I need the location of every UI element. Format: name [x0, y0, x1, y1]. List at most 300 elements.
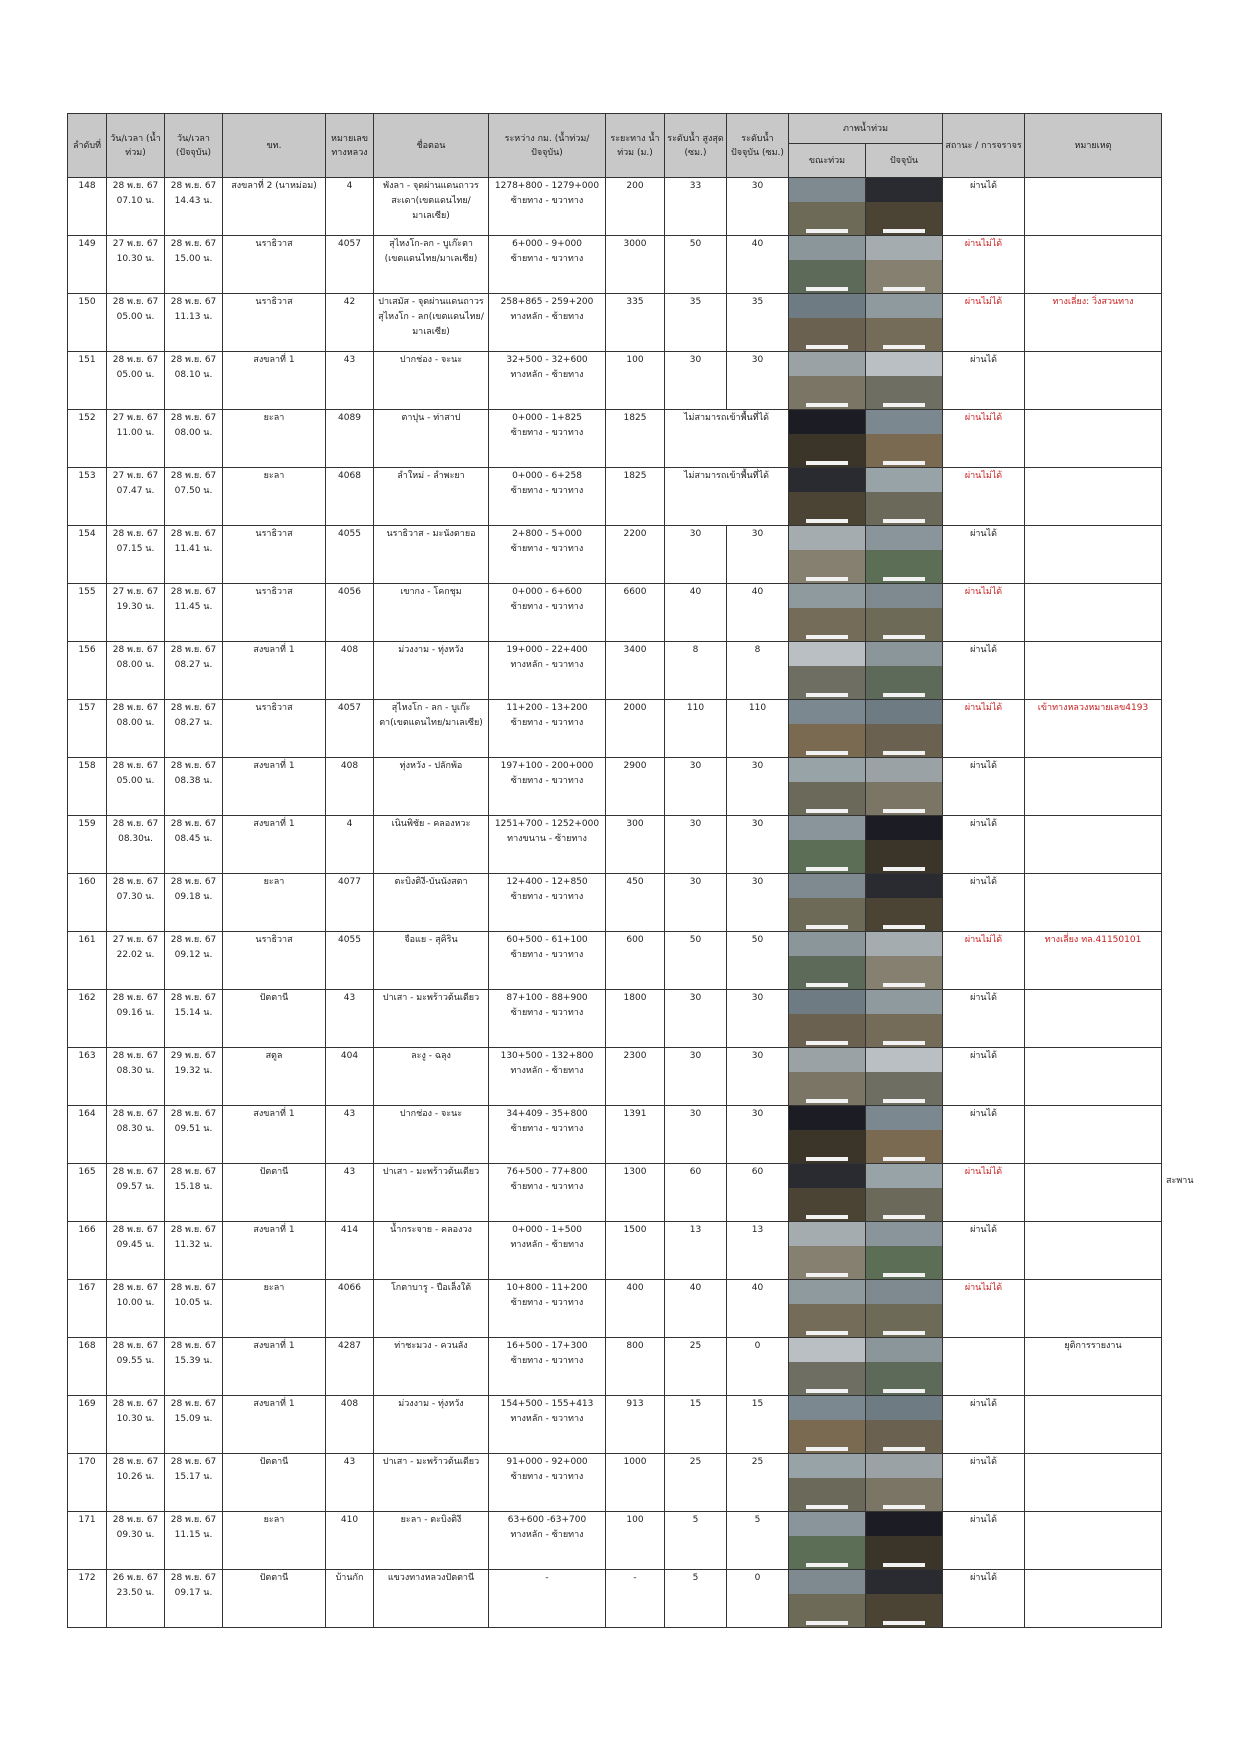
current-clock: 15.09 น. [174, 1414, 213, 1424]
current-date: 28 พ.ย. 67 [170, 1515, 217, 1525]
cell-district: ยะลา [223, 1280, 326, 1338]
cell-district: สงขลาที่ 1 [223, 1396, 326, 1454]
current-clock: 15.39 น. [174, 1356, 213, 1366]
cell-current-level: 13 [727, 1222, 789, 1280]
cell-max-level: 30 [665, 1048, 727, 1106]
cell-photo-during [789, 816, 866, 874]
cell-km-range [489, 1164, 606, 1222]
cell-no: 148 [68, 178, 107, 236]
cell-photo-current [866, 1570, 943, 1628]
flood-photo-during [789, 1512, 865, 1569]
km-value: 19+000 - 22+400 [506, 645, 588, 655]
cell-photo-during [789, 1512, 866, 1570]
cell-no: 155 [68, 584, 107, 642]
flood-clock: 09.55 น. [116, 1356, 155, 1366]
cell-max-level: 5 [665, 1512, 727, 1570]
cell-flood-time [107, 468, 165, 526]
cell-section-name: นราธิวาส - มะนังตายอ [374, 526, 489, 584]
cell-district: นราธิวาส [223, 584, 326, 642]
cell-highway-no: 43 [326, 990, 374, 1048]
flood-photo-during [789, 1048, 865, 1105]
km-side: ซ้ายทาง - ขวาทาง [510, 1356, 584, 1366]
cell-flood-time [107, 1512, 165, 1570]
km-value: 1278+800 - 1279+000 [494, 181, 600, 191]
header-district: ขท. [223, 114, 326, 178]
current-clock: 09.17 น. [174, 1588, 213, 1598]
cell-current-level: 30 [727, 990, 789, 1048]
current-date: 28 พ.ย. 67 [170, 1399, 217, 1409]
km-value: 197+100 - 200+000 [500, 761, 594, 771]
flood-clock: 10.30 น. [116, 1414, 155, 1424]
cell-no: 154 [68, 526, 107, 584]
km-side: ซ้ายทาง - ขวาทาง [510, 196, 584, 206]
cell-photo-current [866, 352, 943, 410]
header-km-range: ระหว่าง กม. (น้ำท่วม/ปัจจุบัน) [489, 114, 606, 178]
cell-km-range [489, 1396, 606, 1454]
km-value: 6+000 - 9+000 [512, 239, 582, 249]
flood-date: 28 พ.ย. 67 [112, 645, 159, 655]
cell-photo-current [866, 236, 943, 294]
km-value: 0+000 - 6+600 [512, 587, 582, 597]
cell-photo-current [866, 1454, 943, 1512]
flood-date: 28 พ.ย. 67 [112, 1051, 159, 1061]
cell-district: สงขลาที่ 1 [223, 642, 326, 700]
cell-status: ผ่านไม่ได้ [943, 1164, 1025, 1222]
cell-district: ปัตตานี [223, 1454, 326, 1512]
cell-photo-current [866, 758, 943, 816]
flood-photo-current [866, 526, 942, 583]
flood-photo-current [866, 990, 942, 1047]
km-value: 63+600 -63+700 [507, 1515, 587, 1525]
flood-photo-current [866, 1048, 942, 1105]
current-clock: 09.18 น. [174, 892, 213, 902]
table-row [68, 642, 1162, 700]
header-flood-time: วัน/เวลา (น้ำท่วม) [107, 114, 165, 178]
cell-flood-time [107, 642, 165, 700]
km-value: 11+200 - 13+200 [506, 703, 588, 713]
flood-date: 28 พ.ย. 67 [112, 1341, 159, 1351]
current-date: 28 พ.ย. 67 [170, 1109, 217, 1119]
cell-highway-no: 408 [326, 642, 374, 700]
current-date: 28 พ.ย. 67 [170, 355, 217, 365]
table-row [68, 700, 1162, 758]
cell-photo-during [789, 700, 866, 758]
header-section-name: ชื่อตอน [374, 114, 489, 178]
km-value: 87+100 - 88+900 [506, 993, 588, 1003]
current-clock: 11.41 น. [174, 544, 213, 554]
cell-current-time [165, 816, 223, 874]
header-status: สถานะ / การจราจร [943, 114, 1025, 178]
km-value: 91+000 - 92+000 [506, 1457, 588, 1467]
km-side: ทางหลัก - ซ้ายทาง [510, 1530, 584, 1540]
flood-photo-current [866, 1512, 942, 1569]
cell-photo-current [866, 1048, 943, 1106]
header-max-level: ระดับน้ำ สูงสุด (ซม.) [665, 114, 727, 178]
cell-max-level: 25 [665, 1454, 727, 1512]
cell-remarks [1025, 642, 1162, 700]
cell-current-time [165, 236, 223, 294]
cell-flood-time [107, 236, 165, 294]
cell-remarks [1025, 1164, 1162, 1222]
cell-highway-no: 4068 [326, 468, 374, 526]
cell-current-time [165, 352, 223, 410]
cell-no: 162 [68, 990, 107, 1048]
cell-flood-length: - [606, 1570, 665, 1628]
header-current-level: ระดับน้ำ ปัจจุบัน (ซม.) [727, 114, 789, 178]
cell-status: ผ่านได้ [943, 874, 1025, 932]
cell-flood-time [107, 584, 165, 642]
flood-date: 28 พ.ย. 67 [112, 1399, 159, 1409]
table-row [68, 1048, 1162, 1106]
cell-km-range [489, 642, 606, 700]
cell-no: 169 [68, 1396, 107, 1454]
cell-no: 151 [68, 352, 107, 410]
cell-highway-no: 4057 [326, 700, 374, 758]
cell-km-range [489, 932, 606, 990]
cell-district: นราธิวาส [223, 932, 326, 990]
cell-current-level: 0 [727, 1338, 789, 1396]
cell-section-name: ม่วงงาม - ทุ่งหวัง [374, 642, 489, 700]
cell-district: สงขลาที่ 1 [223, 758, 326, 816]
cell-flood-time [107, 294, 165, 352]
cell-section-name: ปาเสมัส - จุดผ่านแดนถาวรสุไหงโก - ลก(เขตแดนไทย/มาเลเซีย) [374, 294, 489, 352]
cell-current-time [165, 1048, 223, 1106]
cell-no: 160 [68, 874, 107, 932]
cell-max-level: 110 [665, 700, 727, 758]
km-side: ซ้ายทาง - ขวาทาง [510, 1298, 584, 1308]
cell-current-level: 30 [727, 526, 789, 584]
km-value: 76+500 - 77+800 [506, 1167, 588, 1177]
cell-flood-length: 400 [606, 1280, 665, 1338]
cell-current-time [165, 1106, 223, 1164]
cell-remarks [1025, 1106, 1162, 1164]
cell-current-time [165, 642, 223, 700]
cell-flood-time [107, 1222, 165, 1280]
cell-highway-no: บ้านกัก [326, 1570, 374, 1628]
cell-photo-during [789, 642, 866, 700]
flood-photo-current [866, 1164, 942, 1221]
current-date: 28 พ.ย. 67 [170, 1283, 217, 1293]
cell-no: 152 [68, 410, 107, 468]
flood-photo-current [866, 1280, 942, 1337]
km-value: 16+500 - 17+300 [506, 1341, 588, 1351]
cell-photo-during [789, 236, 866, 294]
current-date: 28 พ.ย. 67 [170, 877, 217, 887]
current-clock: 09.12 น. [174, 950, 213, 960]
cell-flood-length: 1825 [606, 468, 665, 526]
km-value: 60+500 - 61+100 [506, 935, 588, 945]
cell-status: ผ่านไม่ได้ [943, 584, 1025, 642]
cell-section-name: จือแย - สุคิริน [374, 932, 489, 990]
flood-clock: 09.45 น. [116, 1240, 155, 1250]
cell-highway-no: 4057 [326, 236, 374, 294]
cell-section-name: โกตาบารู - ปือเล็งใต้ [374, 1280, 489, 1338]
flood-photo-during [789, 932, 865, 989]
cell-current-level: 30 [727, 758, 789, 816]
flood-photo-during [789, 178, 865, 235]
cell-current-time [165, 178, 223, 236]
flood-clock: 07.47 น. [116, 486, 155, 496]
flood-photo-current [866, 1396, 942, 1453]
cell-status: ผ่านได้ [943, 352, 1025, 410]
cell-status: ผ่านได้ [943, 990, 1025, 1048]
cell-district: นราธิวาส [223, 526, 326, 584]
flood-photo-during [789, 1338, 865, 1395]
cell-current-level: 8 [727, 642, 789, 700]
cell-photo-current [866, 1164, 943, 1222]
flood-photo-during [789, 1164, 865, 1221]
km-side: ซ้ายทาง - ขวาทาง [510, 1124, 584, 1134]
cell-flood-length: 300 [606, 816, 665, 874]
cell-current-time [165, 1396, 223, 1454]
cell-current-time [165, 758, 223, 816]
cell-no: 168 [68, 1338, 107, 1396]
header-photo-during: ขณะท่วม [789, 144, 866, 178]
cell-photo-during [789, 1106, 866, 1164]
cell-current-level: 25 [727, 1454, 789, 1512]
cell-photo-during [789, 526, 866, 584]
flood-clock: 08.00 น. [116, 718, 155, 728]
current-clock: 08.38 น. [174, 776, 213, 786]
cell-no: 149 [68, 236, 107, 294]
current-date: 28 พ.ย. 67 [170, 181, 217, 191]
cell-flood-time [107, 1106, 165, 1164]
cell-district: สงขลาที่ 1 [223, 1222, 326, 1280]
header-highway-no: หมายเลข ทางหลวง [326, 114, 374, 178]
cell-km-range [489, 294, 606, 352]
km-side: ทางหลัก - ขวาทาง [510, 660, 584, 670]
cell-photo-current [866, 1396, 943, 1454]
cell-section-name: ปาเสา - มะพร้าวต้นเดียว [374, 1164, 489, 1222]
current-date: 28 พ.ย. 67 [170, 1341, 217, 1351]
flood-clock: 19.30 น. [116, 602, 155, 612]
cell-photo-current [866, 1106, 943, 1164]
cell-remarks [1025, 758, 1162, 816]
cell-flood-length: 1300 [606, 1164, 665, 1222]
cell-flood-length: 1391 [606, 1106, 665, 1164]
cell-section-name: น้ำกระจาย - คลองวง [374, 1222, 489, 1280]
cell-photo-during [789, 758, 866, 816]
current-clock: 10.05 น. [174, 1298, 213, 1308]
cell-highway-no: 4066 [326, 1280, 374, 1338]
cell-max-level: 30 [665, 816, 727, 874]
cell-photo-current [866, 932, 943, 990]
current-clock: 08.00 น. [174, 428, 213, 438]
cell-remarks: ทางเลี่ยง: วิ่งสวนทาง [1025, 294, 1162, 352]
cell-status: ผ่านได้ [943, 1106, 1025, 1164]
cell-flood-length: 335 [606, 294, 665, 352]
cell-district: สงขลาที่ 1 [223, 352, 326, 410]
cell-remarks [1025, 874, 1162, 932]
flood-photo-current [866, 1338, 942, 1395]
flood-date: 28 พ.ย. 67 [112, 1225, 159, 1235]
cell-district: นราธิวาส [223, 294, 326, 352]
km-value: 1251+700 - 1252+000 [494, 819, 600, 829]
cell-flood-time [107, 932, 165, 990]
table-row [68, 816, 1162, 874]
cell-highway-no: 4077 [326, 874, 374, 932]
km-side: ซ้ายทาง - ขวาทาง [510, 1008, 584, 1018]
cell-max-level: 30 [665, 352, 727, 410]
cell-section-name: ตาปุน - ท่าสาป [374, 410, 489, 468]
cell-district: ปัตตานี [223, 1164, 326, 1222]
header-remarks: หมายเหตุ [1025, 114, 1162, 178]
cell-status: ผ่านไม่ได้ [943, 932, 1025, 990]
flood-report-table [67, 113, 1162, 1628]
cell-flood-time [107, 1164, 165, 1222]
flood-clock: 09.30 น. [116, 1530, 155, 1540]
cell-remarks [1025, 410, 1162, 468]
outside-margin-text: สะพาน [1166, 1176, 1194, 1186]
cell-photo-during [789, 1338, 866, 1396]
flood-photo-during [789, 1222, 865, 1279]
cell-flood-time [107, 700, 165, 758]
cell-current-level: 30 [727, 178, 789, 236]
table-row [68, 236, 1162, 294]
flood-photo-during [789, 874, 865, 931]
cell-photo-current [866, 990, 943, 1048]
km-side: ซ้ายทาง - ขวาทาง [510, 776, 584, 786]
table-row [68, 1512, 1162, 1570]
cell-photo-current [866, 584, 943, 642]
cell-status: ผ่านไม่ได้ [943, 294, 1025, 352]
flood-clock: 22.02 น. [116, 950, 155, 960]
cell-status: ผ่านไม่ได้ [943, 410, 1025, 468]
km-side: ทางหลัก - ซ้ายทาง [510, 312, 584, 322]
cell-district: นราธิวาส [223, 700, 326, 758]
cell-current-level: 30 [727, 1106, 789, 1164]
km-side: ซ้ายทาง - ขวาทาง [510, 544, 584, 554]
cell-highway-no: 43 [326, 352, 374, 410]
cell-remarks: ทางเลี่ยง ทล.41150101 [1025, 932, 1162, 990]
cell-photo-current [866, 294, 943, 352]
cell-section-name: แขวงทางหลวงปัตตานี [374, 1570, 489, 1628]
flood-date: 26 พ.ย. 67 [112, 1573, 159, 1583]
cell-flood-time [107, 1570, 165, 1628]
cell-highway-no: 4287 [326, 1338, 374, 1396]
cell-current-time [165, 526, 223, 584]
flood-photo-during [789, 1396, 865, 1453]
flood-clock: 07.30 น. [116, 892, 155, 902]
cell-section-name: เขากง - โคกชุม [374, 584, 489, 642]
flood-photo-during [789, 700, 865, 757]
cell-section-name: เนินพิชัย - คลองหวะ [374, 816, 489, 874]
cell-photo-during [789, 1164, 866, 1222]
table-row [68, 468, 1162, 526]
cell-photo-during [789, 1454, 866, 1512]
cell-current-level: 30 [727, 816, 789, 874]
cell-km-range [489, 1570, 606, 1628]
cell-km-range [489, 584, 606, 642]
cell-photo-current [866, 468, 943, 526]
cell-district: ยะลา [223, 410, 326, 468]
cell-current-time [165, 1570, 223, 1628]
cell-current-level: 50 [727, 932, 789, 990]
current-clock: 07.50 น. [174, 486, 213, 496]
flood-date: 28 พ.ย. 67 [112, 297, 159, 307]
flood-date: 27 พ.ย. 67 [112, 413, 159, 423]
cell-no: 161 [68, 932, 107, 990]
cell-section-name: ปาเสา - มะพร้าวต้นเดียว [374, 1454, 489, 1512]
cell-km-range [489, 468, 606, 526]
cell-flood-length: 2200 [606, 526, 665, 584]
cell-status: ผ่านได้ [943, 1454, 1025, 1512]
cell-flood-time [107, 1280, 165, 1338]
cell-no: 156 [68, 642, 107, 700]
cell-remarks [1025, 468, 1162, 526]
cell-highway-no: 4056 [326, 584, 374, 642]
km-side: ซ้ายทาง - ขวาทาง [510, 892, 584, 902]
cell-highway-no: 4055 [326, 932, 374, 990]
flood-clock: 08.30น. [118, 834, 153, 844]
cell-remarks [1025, 1454, 1162, 1512]
flood-date: 27 พ.ย. 67 [112, 471, 159, 481]
cell-highway-no: 408 [326, 758, 374, 816]
cell-flood-length: 2300 [606, 1048, 665, 1106]
cell-highway-no: 4 [326, 816, 374, 874]
cell-current-level: 0 [727, 1570, 789, 1628]
flood-photo-during [789, 352, 865, 409]
km-side: ซ้ายทาง - ขวาทาง [510, 1182, 584, 1192]
current-date: 28 พ.ย. 67 [170, 645, 217, 655]
cell-status: ผ่านไม่ได้ [943, 700, 1025, 758]
km-side: ซ้ายทาง - ขวาทาง [510, 950, 584, 960]
flood-clock: 10.26 น. [116, 1472, 155, 1482]
km-side: ทางหลัก - ขวาทาง [510, 1414, 584, 1424]
flood-photo-during [789, 294, 865, 351]
flood-date: 28 พ.ย. 67 [112, 1283, 159, 1293]
cell-status [943, 1338, 1025, 1396]
flood-date: 28 พ.ย. 67 [112, 1109, 159, 1119]
cell-section-name: ยะลา - ตะบิงติงี [374, 1512, 489, 1570]
cell-flood-time [107, 1338, 165, 1396]
flood-photo-during [789, 526, 865, 583]
cell-no: 171 [68, 1512, 107, 1570]
km-side: ทางหลัก - ซ้ายทาง [510, 370, 584, 380]
km-side: ทางหลัก - ซ้ายทาง [510, 1066, 584, 1076]
cell-km-range [489, 1454, 606, 1512]
cell-flood-time [107, 178, 165, 236]
cell-photo-current [866, 1222, 943, 1280]
cell-no: 165 [68, 1164, 107, 1222]
flood-photo-current [866, 178, 942, 235]
cell-section-name: สุไหงโก - ลก - บูเก๊ะตา(เขตแดนไทย/มาเลเซีย) [374, 700, 489, 758]
cell-remarks [1025, 584, 1162, 642]
cell-current-time [165, 990, 223, 1048]
cell-km-range [489, 990, 606, 1048]
flood-photo-during [789, 990, 865, 1047]
current-date: 28 พ.ย. 67 [170, 529, 217, 539]
cell-highway-no: 408 [326, 1396, 374, 1454]
cell-status: ผ่านไม่ได้ [943, 468, 1025, 526]
flood-clock: 09.57 น. [116, 1182, 155, 1192]
cell-km-range [489, 816, 606, 874]
flood-date: 27 พ.ย. 67 [112, 935, 159, 945]
flood-photo-current [866, 874, 942, 931]
cell-remarks [1025, 352, 1162, 410]
cell-current-time [165, 1222, 223, 1280]
flood-photo-current [866, 816, 942, 873]
cell-photo-during [789, 352, 866, 410]
cell-current-level: 30 [727, 1048, 789, 1106]
cell-max-level: 35 [665, 294, 727, 352]
cell-no: 163 [68, 1048, 107, 1106]
cell-status: ผ่านไม่ได้ [943, 1280, 1025, 1338]
cell-status: ผ่านไม่ได้ [943, 236, 1025, 294]
cell-current-level: 110 [727, 700, 789, 758]
current-clock: 15.17 น. [174, 1472, 213, 1482]
cell-flood-time [107, 874, 165, 932]
